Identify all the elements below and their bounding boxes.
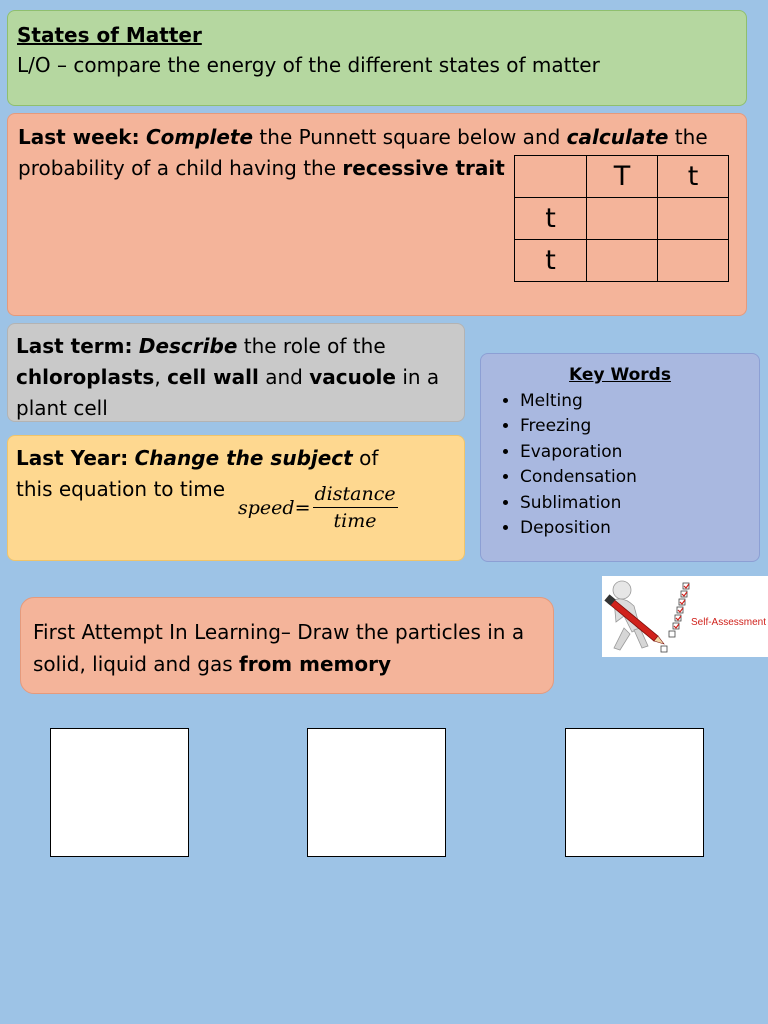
punnett-square [514, 155, 729, 282]
punnett-row-header: t [515, 198, 587, 240]
equation-lhs: speed [238, 496, 295, 519]
last-week-label: Last week: [18, 125, 140, 149]
punnett-answer-cell[interactable] [658, 198, 729, 240]
punnett-corner-cell [515, 156, 587, 198]
learning-objective: L/O – compare the energy of the different states of matter [17, 53, 600, 77]
solid-drawing-box[interactable] [50, 728, 189, 857]
last-term-text-1: the role of the [237, 334, 386, 358]
punnett-header-row [515, 156, 729, 198]
key-words-list [491, 389, 749, 542]
key-word-item: • Freezing [520, 414, 749, 440]
last-term-box [7, 323, 465, 422]
last-term-term-3: vacuole [309, 365, 396, 389]
equation-denominator: time [333, 510, 377, 532]
key-word-item: • Evaporation [520, 440, 749, 466]
last-week-text-2: the probability of a child having the [18, 125, 708, 180]
punnett-answer-cell[interactable] [587, 198, 658, 240]
key-words-box [480, 353, 760, 562]
punnett-header-cell: T [587, 156, 658, 198]
last-year-verb: Change the subject [134, 446, 353, 470]
last-term-text-3: and [258, 365, 310, 389]
first-attempt-text: First Attempt In Learning– Draw the particles in a solid, liquid and gas [33, 620, 525, 676]
punnett-header-cell: t [658, 156, 729, 198]
punnett-row [515, 240, 729, 282]
punnett-row [515, 198, 729, 240]
self-assessment-image [602, 576, 768, 657]
equation-fraction [313, 482, 398, 534]
first-attempt-emphasis: from memory [239, 652, 391, 676]
last-term-text-4: in a plant cell [16, 365, 440, 420]
last-term-text-2: , [154, 365, 168, 389]
last-term-question [16, 331, 456, 424]
last-year-text: of this equation to time [16, 446, 379, 501]
page-title: States of Matter [17, 23, 202, 47]
last-week-box [7, 113, 747, 316]
gas-drawing-box[interactable] [565, 728, 704, 857]
key-word-item: • Condensation [520, 465, 749, 491]
last-week-verb-calculate: calculate [566, 125, 669, 149]
last-term-label: Last term: [16, 334, 133, 358]
punnett-row-header: t [515, 240, 587, 282]
punnett-answer-cell[interactable] [658, 240, 729, 282]
self-assessment-label: Self-Assessment [691, 617, 767, 628]
last-term-term-2: cell wall [167, 365, 259, 389]
speed-equation [238, 482, 398, 534]
last-term-verb: Describe [138, 334, 238, 358]
liquid-drawing-box[interactable] [307, 728, 446, 857]
key-word-item: • Melting [520, 389, 749, 415]
equation-numerator: distance [313, 482, 398, 508]
key-word-item: • Sublimation [520, 491, 749, 517]
last-year-box [7, 435, 465, 561]
last-week-verb-complete: Complete [145, 125, 254, 149]
last-term-term-1: chloroplasts [16, 365, 155, 389]
last-week-emphasis: recessive trait [342, 156, 505, 180]
first-attempt-box [20, 597, 554, 694]
punnett-answer-cell[interactable] [587, 240, 658, 282]
last-week-text-1: the Punnett square below and [253, 125, 567, 149]
title-box [7, 10, 747, 106]
key-words-title: Key Words [569, 365, 671, 385]
last-year-label: Last Year: [16, 446, 129, 470]
key-word-item: • Deposition [520, 516, 749, 542]
equation-equals: = [294, 496, 311, 519]
